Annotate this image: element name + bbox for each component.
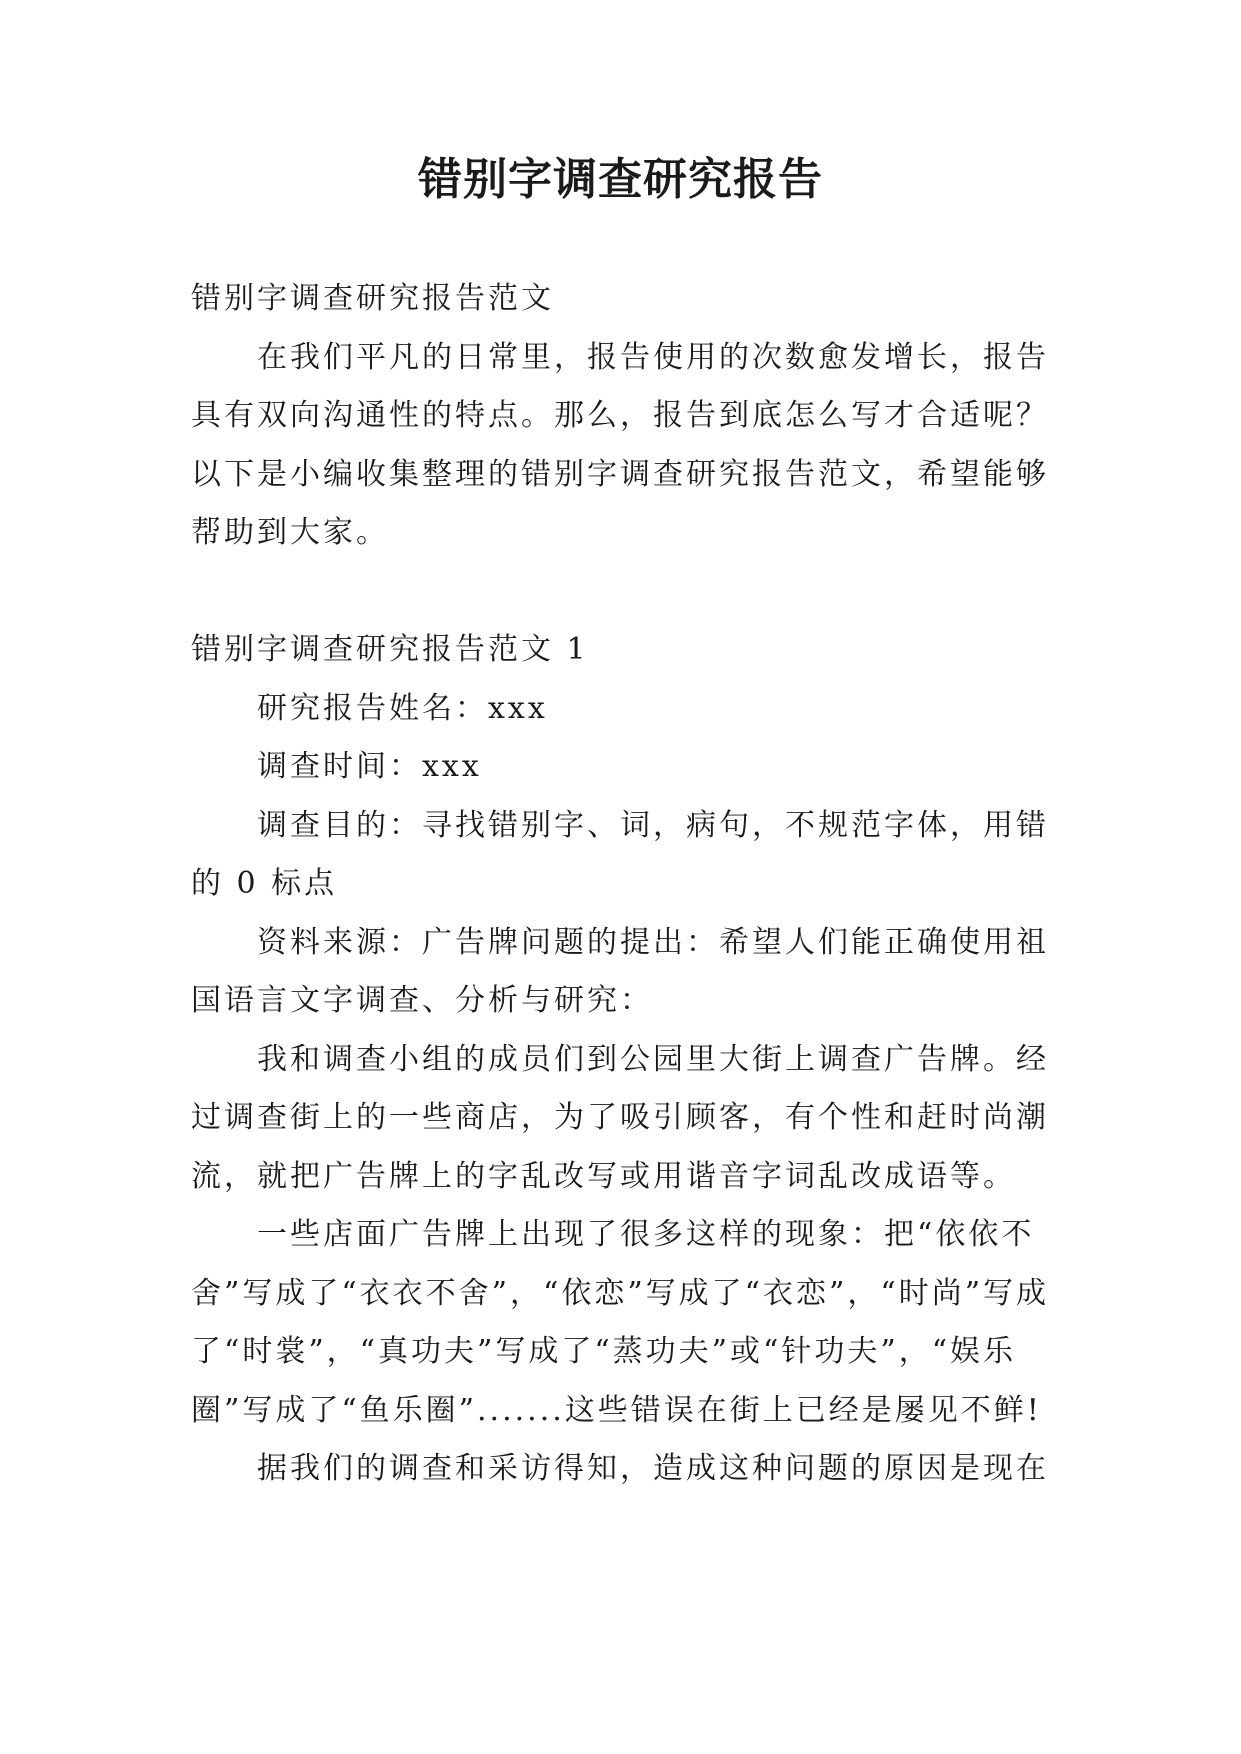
subtitle: 错别字调查研究报告范文 bbox=[191, 281, 554, 316]
intro-paragraph: 在我们平凡的日常里，报告使用的次数愈发增长，报告具有双向沟通性的特点。那么，报告到底怎么写才合适呢？以下是小编收集整理的错别字调查研究报告范文，希望能够帮助到大家。 bbox=[191, 339, 1049, 550]
paragraph-survey: 我和调查小组的成员们到公园里大街上调查广告牌。经过调查街上的一些商店，为了吸引顾客，有个性和赶时尚潮流，就把广告牌上的字乱改写或用谐音字词乱改成语等。 bbox=[191, 1041, 1049, 1194]
paragraph-source: 资料来源：广告牌问题的提出：希望人们能正确使用祖国语言文字调查、分析与研究： bbox=[191, 924, 1049, 1018]
paragraph-cause: 据我们的调查和采访得知，造成这种问题的原因是现在 bbox=[257, 1451, 1049, 1486]
document-body bbox=[191, 270, 1071, 1499]
paragraph-gap bbox=[191, 563, 1071, 622]
paragraph-name: 研究报告姓名：xxx bbox=[257, 690, 548, 726]
document-title: 错别字调查研究报告 bbox=[418, 154, 823, 205]
paragraph-purpose: 调查目的：寻找错别字、词，病句，不规范字体，用错的 0 标点 bbox=[191, 807, 1049, 901]
paragraph-examples: 一些店面广告牌上出现了很多这样的现象：把“依依不舍”写成了“衣衣不舍”，“依恋”写成了“衣恋”，“时尚”写成了“时裳”，“真功夫”写成了“蒸功夫”或“针功夫”，“娱乐圈”写成了“鱼乐圈”.......这些错误在街上已经是屡见不鲜! bbox=[191, 1217, 1050, 1428]
section-heading: 错别字调查研究报告范文 1 bbox=[191, 632, 589, 667]
paragraph-time: 调查时间：xxx bbox=[257, 749, 482, 784]
